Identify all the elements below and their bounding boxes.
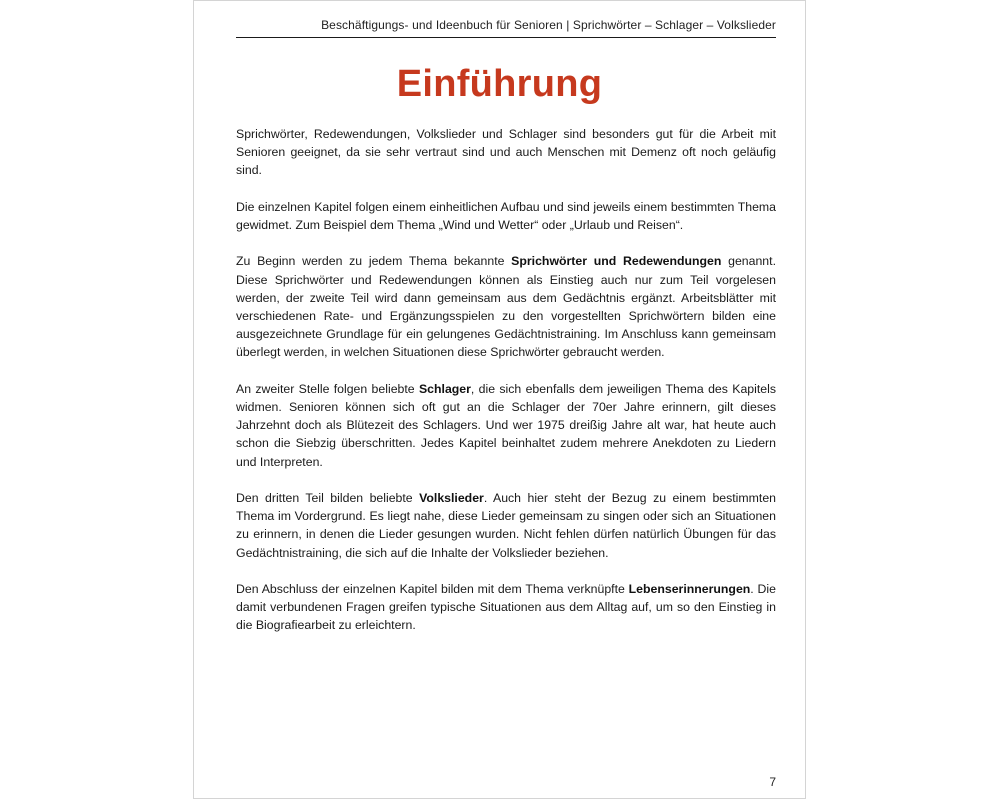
- paragraph-text: genannt. Diese Sprichwörter und Redewendungen können als Einstieg auch nur zum Teil vorgelesen werden, der zweite Teil wird dann gemeinsam aus dem Gedächtnis ergänzt. Arbeitsblätter mit verschiedenen Rate- und Ergänzungsspielen zu den vorgestellten Sprichwörtern bilden eine ausgezeichnete Grundlage für ein gelungenes Gedächtnistraining. Im Anschluss kann gemeinsam überlegt werden, in welchen Situationen diese Sprichwörter gebraucht werden.: [236, 254, 776, 360]
- paragraph-volkslieder: [236, 489, 776, 562]
- page-number: 7: [769, 775, 776, 789]
- bold-term: Sprichwörter und Redewendungen: [511, 254, 722, 269]
- paragraph-text: Den dritten Teil bilden beliebte: [236, 491, 420, 505]
- bold-term: Lebenserinnerungen: [628, 582, 751, 596]
- paragraph-text: . Auch hier steht der Bezug zu einem bestimmten Thema im Vordergrund. Es liegt nahe, diese Lieder gemeinsam zu singen oder sich an Situationen zu erinnern, in denen die Lieder gesungen wurden. Nicht fehlen dürfen natürlich Übungen für das Gedächtnistraining, die sich auf die Inhalte der Volkslieder beziehen.: [236, 491, 776, 560]
- body-text: [236, 125, 776, 653]
- paragraph-text: An zweiter Stelle folgen beliebte: [236, 381, 419, 396]
- paragraph-sprichwoerter: [236, 252, 776, 361]
- paragraph-text: . Die damit verbundenen Fragen greifen typische Situationen aus dem Alltag auf, um so den Einstieg in die Biografiearbeit zu erleichtern.: [236, 582, 776, 633]
- document-page: [193, 0, 806, 799]
- paragraph-schlager: [236, 380, 776, 471]
- paragraph-intro: Sprichwörter, Redewendungen, Volkslieder und Schlager sind besonders gut für die Arbeit mit Senioren geeignet, da sie sehr vertraut sind und auch Menschen mit Demenz oft noch geläufig sind.: [236, 127, 776, 178]
- paragraph-text: Zu Beginn werden zu jedem Thema bekannte: [236, 254, 512, 269]
- bold-term: Schlager: [418, 381, 471, 396]
- paragraph-text: Den Abschluss der einzelnen Kapitel bilden mit dem Thema verknüpfte: [236, 582, 629, 596]
- paragraph-lebenserinnerungen: [236, 580, 776, 635]
- paragraph-text: , die sich ebenfalls dem jeweiligen Thema des Kapitels widmen. Senioren können sich oft gut an die Schlager der 70er Jahre erinnern, gilt dieses Jahrzehnt doch als Blütezeit des Schlagers. Und wer 1975 dreißig Jahre alt war, hat heute auch schon die Siebzig überschritten. Jedes Kapitel beinhaltet zudem mehrere Anekdoten zu Liedern und Interpreten.: [236, 381, 776, 469]
- page-title: Einführung: [396, 63, 603, 105]
- paragraph-structure: Die einzelnen Kapitel folgen einem einheitlichen Aufbau und sind jeweils einem bestimmten Thema gewidmet. Zum Beispiel dem Thema „Wind und Wetter“ oder „Urlaub und Reisen“.: [236, 199, 776, 232]
- running-header: Beschäftigungs- und Ideenbuch für Senioren | Sprichwörter – Schlager – Volkslieder: [236, 18, 776, 38]
- bold-term: Volkslieder: [419, 491, 484, 505]
